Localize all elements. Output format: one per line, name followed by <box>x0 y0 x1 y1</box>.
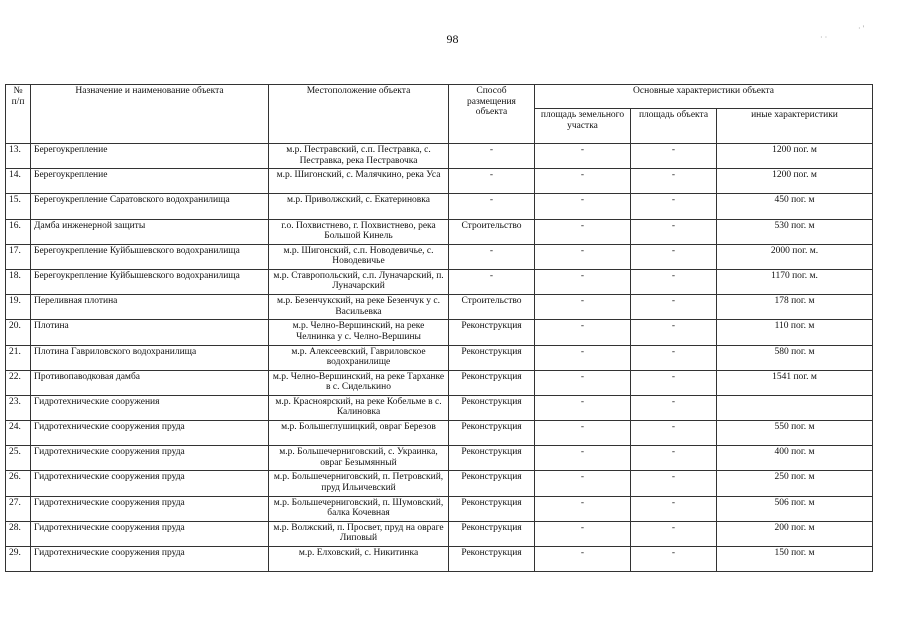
placement-method-cell: Строительство <box>449 219 535 244</box>
other-characteristics-cell: 400 пог. м <box>717 446 873 471</box>
row-number-cell: 16. <box>6 219 31 244</box>
placement-method-cell: Реконструкция <box>449 421 535 446</box>
land-area-cell: - <box>535 320 631 345</box>
object-name-cell: Переливная плотина <box>31 295 269 320</box>
scan-artifact-mark: · · <box>820 33 828 42</box>
other-characteristics-cell: 580 пог. м <box>717 345 873 370</box>
placement-method-cell: Реконструкция <box>449 521 535 546</box>
placement-method-cell: - <box>449 244 535 269</box>
object-location-cell: м.р. Алексеевский, Гавриловское водохранилище <box>269 345 449 370</box>
object-location-cell: м.р. Волжский, п. Просвет, пруд на овраге Липовый <box>269 521 449 546</box>
table-row <box>6 345 873 370</box>
other-characteristics-cell: 550 пог. м <box>717 421 873 446</box>
land-area-cell: - <box>535 194 631 219</box>
object-location-cell: г.о. Похвистнево, г. Похвистнево, река Большой Кинель <box>269 219 449 244</box>
object-area-cell: - <box>631 370 717 395</box>
row-number-cell: 24. <box>6 421 31 446</box>
land-area-cell: - <box>535 446 631 471</box>
placement-method-cell: Реконструкция <box>449 370 535 395</box>
object-location-cell: м.р. Красноярский, на реке Кобельме в с. Калиновка <box>269 395 449 420</box>
object-area-cell: - <box>631 144 717 169</box>
object-name-cell: Берегоукрепление <box>31 169 269 194</box>
header-number: № п/п <box>6 85 31 144</box>
object-location-cell: м.р. Челно-Вершинский, на реке Тарханке в с. Сиделькино <box>269 370 449 395</box>
object-name-cell: Гидротехнические сооружения <box>31 395 269 420</box>
object-area-cell: - <box>631 320 717 345</box>
header-land-area: площадь земельного участка <box>535 109 631 144</box>
object-name-cell: Гидротехнические сооружения пруда <box>31 496 269 521</box>
table-row <box>6 219 873 244</box>
object-name-cell: Берегоукрепление Куйбышевского водохранилища <box>31 269 269 294</box>
object-name-cell: Гидротехнические сооружения пруда <box>31 521 269 546</box>
placement-method-cell: Реконструкция <box>449 471 535 496</box>
land-area-cell: - <box>535 295 631 320</box>
land-area-cell: - <box>535 219 631 244</box>
object-area-cell: - <box>631 169 717 194</box>
placement-method-cell: Строительство <box>449 295 535 320</box>
object-area-cell: - <box>631 446 717 471</box>
object-area-cell: - <box>631 496 717 521</box>
land-area-cell: - <box>535 144 631 169</box>
object-name-cell: Гидротехнические сооружения пруда <box>31 547 269 572</box>
object-area-cell: - <box>631 269 717 294</box>
other-characteristics-cell: 450 пог. м <box>717 194 873 219</box>
object-name-cell: Гидротехнические сооружения пруда <box>31 421 269 446</box>
placement-method-cell: Реконструкция <box>449 345 535 370</box>
other-characteristics-cell: 1541 пог. м <box>717 370 873 395</box>
header-other-characteristics: иные характеристики <box>717 109 873 144</box>
object-location-cell: м.р. Большечерниговский, п. Петровский, пруд Ильичевский <box>269 471 449 496</box>
placement-method-cell: Реконструкция <box>449 547 535 572</box>
table-row <box>6 471 873 496</box>
object-location-cell: м.р. Елховский, с. Никитинка <box>269 547 449 572</box>
table-row <box>6 269 873 294</box>
row-number-cell: 19. <box>6 295 31 320</box>
other-characteristics-cell <box>717 395 873 420</box>
land-area-cell: - <box>535 521 631 546</box>
object-name-cell: Берегоукрепление Куйбышевского водохранилища <box>31 244 269 269</box>
object-area-cell: - <box>631 547 717 572</box>
placement-method-cell: Реконструкция <box>449 446 535 471</box>
row-number-cell: 28. <box>6 521 31 546</box>
placement-method-cell: - <box>449 144 535 169</box>
table-row <box>6 547 873 572</box>
object-location-cell: м.р. Челно-Вершинский, на реке Челнинка у с. Челно-Вершины <box>269 320 449 345</box>
other-characteristics-cell: 110 пог. м <box>717 320 873 345</box>
object-name-cell: Плотина Гавриловского водохранилища <box>31 345 269 370</box>
table-header <box>6 85 873 144</box>
header-name: Назначение и наименование объекта <box>31 85 269 144</box>
other-characteristics-cell: 250 пог. м <box>717 471 873 496</box>
object-area-cell: - <box>631 345 717 370</box>
land-area-cell: - <box>535 547 631 572</box>
placement-method-cell: - <box>449 269 535 294</box>
object-name-cell: Противопаводковая дамба <box>31 370 269 395</box>
object-location-cell: м.р. Приволжский, с. Екатериновка <box>269 194 449 219</box>
object-area-cell: - <box>631 421 717 446</box>
table-row <box>6 244 873 269</box>
table-row <box>6 194 873 219</box>
row-number-cell: 29. <box>6 547 31 572</box>
table-row <box>6 521 873 546</box>
object-area-cell: - <box>631 295 717 320</box>
placement-method-cell: Реконструкция <box>449 395 535 420</box>
row-number-cell: 17. <box>6 244 31 269</box>
placement-method-cell: - <box>449 194 535 219</box>
land-area-cell: - <box>535 345 631 370</box>
table-row <box>6 395 873 420</box>
other-characteristics-cell: 506 пог. м <box>717 496 873 521</box>
table-row <box>6 370 873 395</box>
row-number-cell: 14. <box>6 169 31 194</box>
other-characteristics-cell: 1170 пог. м. <box>717 269 873 294</box>
land-area-cell: - <box>535 370 631 395</box>
row-number-cell: 22. <box>6 370 31 395</box>
object-area-cell: - <box>631 395 717 420</box>
object-location-cell: м.р. Большечерниговский, с. Украинка, овраг Безымянный <box>269 446 449 471</box>
row-number-cell: 18. <box>6 269 31 294</box>
other-characteristics-cell: 1200 пог. м <box>717 169 873 194</box>
land-area-cell: - <box>535 269 631 294</box>
land-area-cell: - <box>535 395 631 420</box>
table-body <box>6 144 873 572</box>
other-characteristics-cell: 2000 пог. м. <box>717 244 873 269</box>
table-row <box>6 496 873 521</box>
objects-table <box>5 84 873 572</box>
object-location-cell: м.р. Шигонский, с. Малячкино, река Уса <box>269 169 449 194</box>
row-number-cell: 15. <box>6 194 31 219</box>
row-number-cell: 25. <box>6 446 31 471</box>
other-characteristics-cell: 1200 пог. м <box>717 144 873 169</box>
object-name-cell: Плотина <box>31 320 269 345</box>
object-name-cell: Гидротехнические сооружения пруда <box>31 471 269 496</box>
header-location: Местоположение объекта <box>269 85 449 144</box>
table-row <box>6 421 873 446</box>
row-number-cell: 21. <box>6 345 31 370</box>
object-name-cell: Дамба инженерной защиты <box>31 219 269 244</box>
placement-method-cell: Реконструкция <box>449 320 535 345</box>
page-number: 98 <box>446 32 459 46</box>
other-characteristics-cell: 150 пог. м <box>717 547 873 572</box>
land-area-cell: - <box>535 496 631 521</box>
header-main-characteristics: Основные характеристики объекта <box>535 85 873 109</box>
land-area-cell: - <box>535 169 631 194</box>
object-area-cell: - <box>631 471 717 496</box>
object-location-cell: м.р. Безенчукский, на реке Безенчук у с. Васильевка <box>269 295 449 320</box>
table-row <box>6 295 873 320</box>
placement-method-cell: Реконструкция <box>449 496 535 521</box>
other-characteristics-cell: 200 пог. м <box>717 521 873 546</box>
row-number-cell: 26. <box>6 471 31 496</box>
land-area-cell: - <box>535 421 631 446</box>
header-object-area: площадь объекта <box>631 109 717 144</box>
header-method: Способ размещения объекта <box>449 85 535 144</box>
scan-artifact-mark: · ' <box>858 24 865 33</box>
table-row <box>6 169 873 194</box>
object-area-cell: - <box>631 219 717 244</box>
object-name-cell: Берегоукрепление <box>31 144 269 169</box>
land-area-cell: - <box>535 244 631 269</box>
object-name-cell: Гидротехнические сооружения пруда <box>31 446 269 471</box>
object-area-cell: - <box>631 194 717 219</box>
row-number-cell: 13. <box>6 144 31 169</box>
other-characteristics-cell: 178 пог. м <box>717 295 873 320</box>
object-name-cell: Берегоукрепление Саратовского водохранилища <box>31 194 269 219</box>
object-location-cell: м.р. Большечерниговский, п. Шумовский, балка Кочевная <box>269 496 449 521</box>
other-characteristics-cell: 530 пог. м <box>717 219 873 244</box>
placement-method-cell: - <box>449 169 535 194</box>
object-location-cell: м.р. Пестравский, с.п. Пестравка, с. Пестравка, река Пестравочка <box>269 144 449 169</box>
object-area-cell: - <box>631 521 717 546</box>
land-area-cell: - <box>535 471 631 496</box>
object-location-cell: м.р. Большеглушицкий, овраг Березов <box>269 421 449 446</box>
row-number-cell: 20. <box>6 320 31 345</box>
table-row <box>6 320 873 345</box>
table-row <box>6 446 873 471</box>
row-number-cell: 23. <box>6 395 31 420</box>
object-area-cell: - <box>631 244 717 269</box>
object-location-cell: м.р. Шигонский, с.п. Новодевичье, с. Новодевичье <box>269 244 449 269</box>
row-number-cell: 27. <box>6 496 31 521</box>
object-location-cell: м.р. Ставропольский, с.п. Луначарский, п. Луначарский <box>269 269 449 294</box>
table-row <box>6 144 873 169</box>
